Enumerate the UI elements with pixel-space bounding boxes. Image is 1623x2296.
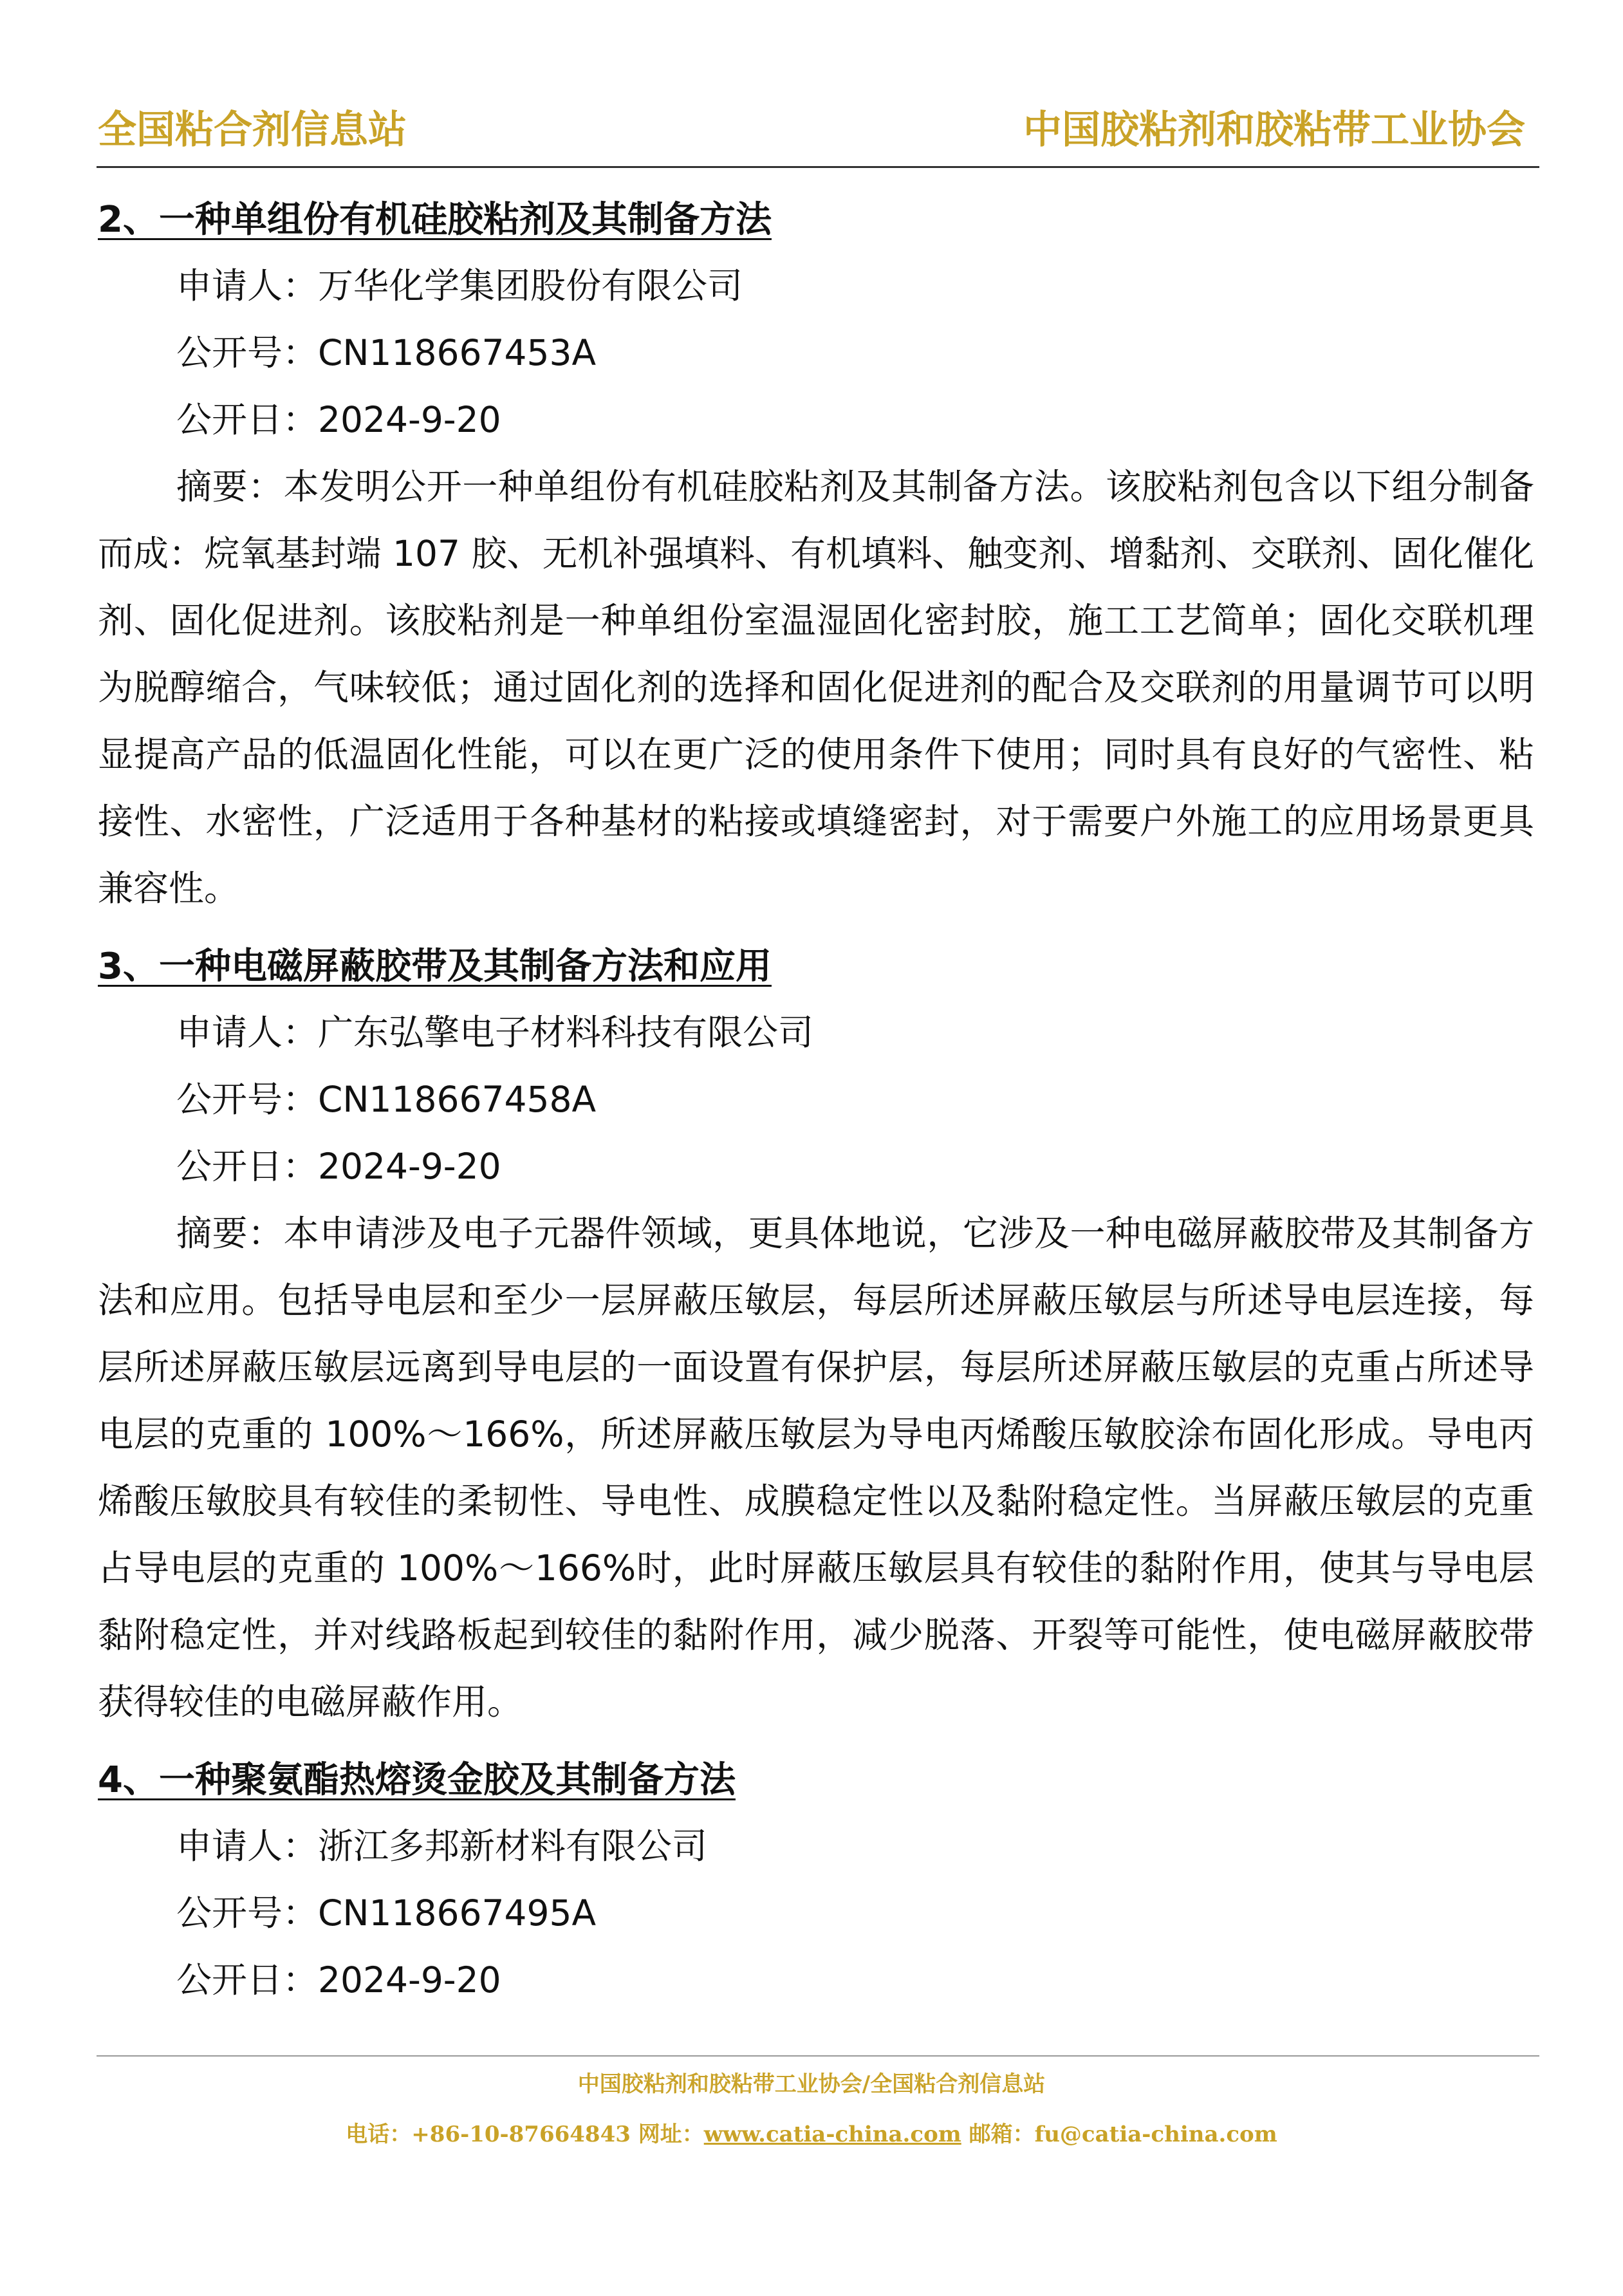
patent-title: 4、一种聚氨酯热熔烫金胶及其制备方法	[98, 1759, 736, 1801]
patent-applicant: 申请人：浙江多邦新材料有限公司	[176, 1825, 708, 1867]
patent-abstract: 摘要：本申请涉及电子元器件领域，更具体地说，它涉及一种电磁屏蔽胶带及其制备方法和应用。包括导电层和至少一层屏蔽压敏层，每层所述屏蔽压敏层与所述导电层连接，每层所述屏蔽压敏层远离到导电层的一面设置有保护层，每层所述屏蔽压敏层的克重占所述导电层的克重的 100%～166%，所述屏蔽压敏层为导电丙烯酸压敏胶涂布固化形成。导电丙烯酸压敏胶具有较佳的柔韧性、导电性、成膜稳定性以及黏附稳定性。当屏蔽压敏层的克重占导电层的克重的 100%～166%时，此时屏蔽压敏层具有较佳的黏附作用，使其与导电层黏附稳定性，并对线路板起到较佳的黏附作用，减少脱落、开裂等可能性，使电磁屏蔽胶带获得较佳的电磁屏蔽作用。	[98, 1213, 1534, 1722]
patent-publication-date: 公开日：2024-9-20	[176, 1146, 501, 1187]
patent-publication-number: 公开号：CN118667458A	[176, 1079, 597, 1120]
patent-title: 3、一种电磁屏蔽胶带及其制备方法和应用	[98, 946, 772, 987]
header-right-association-name: 中国胶粘剂和胶粘带工业协会	[1023, 107, 1525, 153]
patent-publication-date: 公开日：2024-9-20	[176, 399, 501, 440]
document-body	[98, 188, 1534, 2013]
patent-abstract: 摘要：本发明公开一种单组份有机硅胶粘剂及其制备方法。该胶粘剂包含以下组分制备而成：烷氧基封端 107 胶、无机补强填料、有机填料、触变剂、增黏剂、交联剂、固化催化剂、固化促进剂。该胶粘剂是一种单组份室温湿固化密封胶，施工工艺简单；固化交联机理为脱醇缩合，气味较低；通过固化剂的选择和固化促进剂的配合及交联剂的用量调节可以明显提高产品的低温固化性能，可以在更广泛的使用条件下使用；同时具有良好的气密性、粘接性、水密性，广泛适用于各种基材的粘接或填缝密封，对于需要户外施工的应用场景更具兼容性。	[98, 466, 1534, 909]
footer-email: 邮箱：fu@catia-china.com	[961, 2122, 1277, 2147]
footer-divider	[97, 2055, 1539, 2057]
header-left-site-name: 全国粘合剂信息站	[98, 107, 407, 153]
footer-website-link[interactable]: www.catia-china.com	[703, 2122, 961, 2147]
patent-publication-date: 公开日：2024-9-20	[176, 1959, 501, 2001]
patent-entry-2	[98, 188, 1534, 922]
footer-organization: 中国胶粘剂和胶粘带工业协会/全国粘合剂信息站	[577, 2071, 1046, 2097]
footer-contact	[0, 2116, 1623, 2148]
patent-applicant: 申请人：万华化学集团股份有限公司	[176, 265, 743, 306]
patent-applicant: 申请人：广东弘擎电子材料科技有限公司	[176, 1012, 814, 1053]
patent-publication-number: 公开号：CN118667453A	[176, 332, 597, 373]
patent-entry-3	[98, 935, 1534, 1735]
header-divider	[97, 166, 1539, 168]
footer-phone: 电话：+86-10-87664843 网址：	[346, 2122, 704, 2147]
patent-publication-number: 公开号：CN118667495A	[176, 1892, 597, 1934]
patent-title: 2、一种单组份有机硅胶粘剂及其制备方法	[98, 199, 772, 241]
patent-entry-4	[98, 1748, 1534, 2013]
